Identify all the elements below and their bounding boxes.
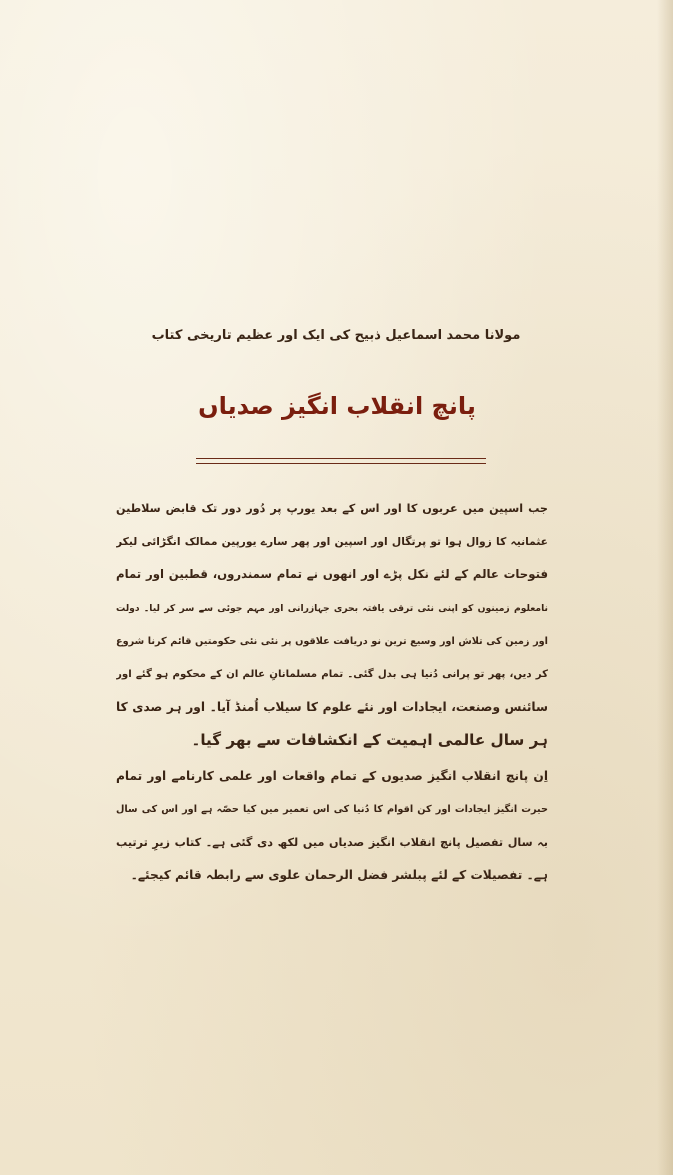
text-line: اِن پانچ انقلاب انگیز صدیوں کے تمام واقعات اور علمی کارنامے اور تمام — [116, 768, 548, 783]
paragraph — [116, 760, 548, 893]
text-line: سائنس وصنعت، ایجادات اور نئے علوم کا سیلاب اُمنڈ آیا۔ اور ہر صدی کا — [116, 700, 548, 715]
title-underline — [196, 458, 486, 459]
page-edge-shadow — [657, 0, 673, 1175]
text-line: حیرت انگیز ایجادات اور کن اقوام کا دُنیا کی اس تعمیر میں کیا حصّہ ہے اور اس کی سال — [116, 803, 548, 815]
text-line: فتوحات عالم کے لئے نکل پڑے اور انھوں نے تمام سمندروں، قطبین اور تمام — [116, 567, 548, 582]
text-line: بہ سال تفصیل پانچ انقلاب انگیز صدیاں میں لکھ دی گئی ہے۔ کتاب زیرِ ترتیب — [116, 835, 548, 849]
body-text — [116, 492, 548, 892]
text-line: عثمانیہ کا زوال ہوا تو پرتگال اور اسپین اور پھر سارے یورپین ممالک انگڑائی لیکر — [116, 535, 548, 549]
text-line: کر دیں، پھر تو پرانی دُنیا ہی بدل گئی۔ تمام مسلمانانِ عالم ان کے محکوم ہو گئے اور — [116, 668, 548, 680]
text-line: ہے۔ تفصیلات کے لئے پبلشر فضل الرحمان علوی سے رابطہ قائم کیجئے۔ — [130, 868, 548, 883]
page-subtitle: مولانا محمد اسماعیل ذبیح کی ایک اور عظیم تاریخی کتاب — [151, 328, 521, 343]
text-line: نامعلوم زمینوں کو اپنی نئی ترقی یافتہ بحری جہازرانی اور مہم جوئی سے سر کر لیا۔ دولت — [116, 602, 548, 614]
title-underline — [196, 463, 486, 464]
text-line: ہر سال عالمی اہمیت کے انکشافات سے بھر گیا۔ — [191, 731, 548, 750]
text-line: جب اسپین میں عربوں کا اور اس کے بعد یورپ پر دُور دور تک قابض سلاطین — [116, 502, 548, 515]
page-title: پانچ انقلاب انگیز صدیاں — [198, 392, 476, 420]
paragraph — [116, 492, 548, 758]
text-line: اور زمین کی تلاش اور وسیع ترین نو دریافت علاقوں پر نئی نئی حکومتیں قائم کرنا شروع — [116, 635, 548, 647]
